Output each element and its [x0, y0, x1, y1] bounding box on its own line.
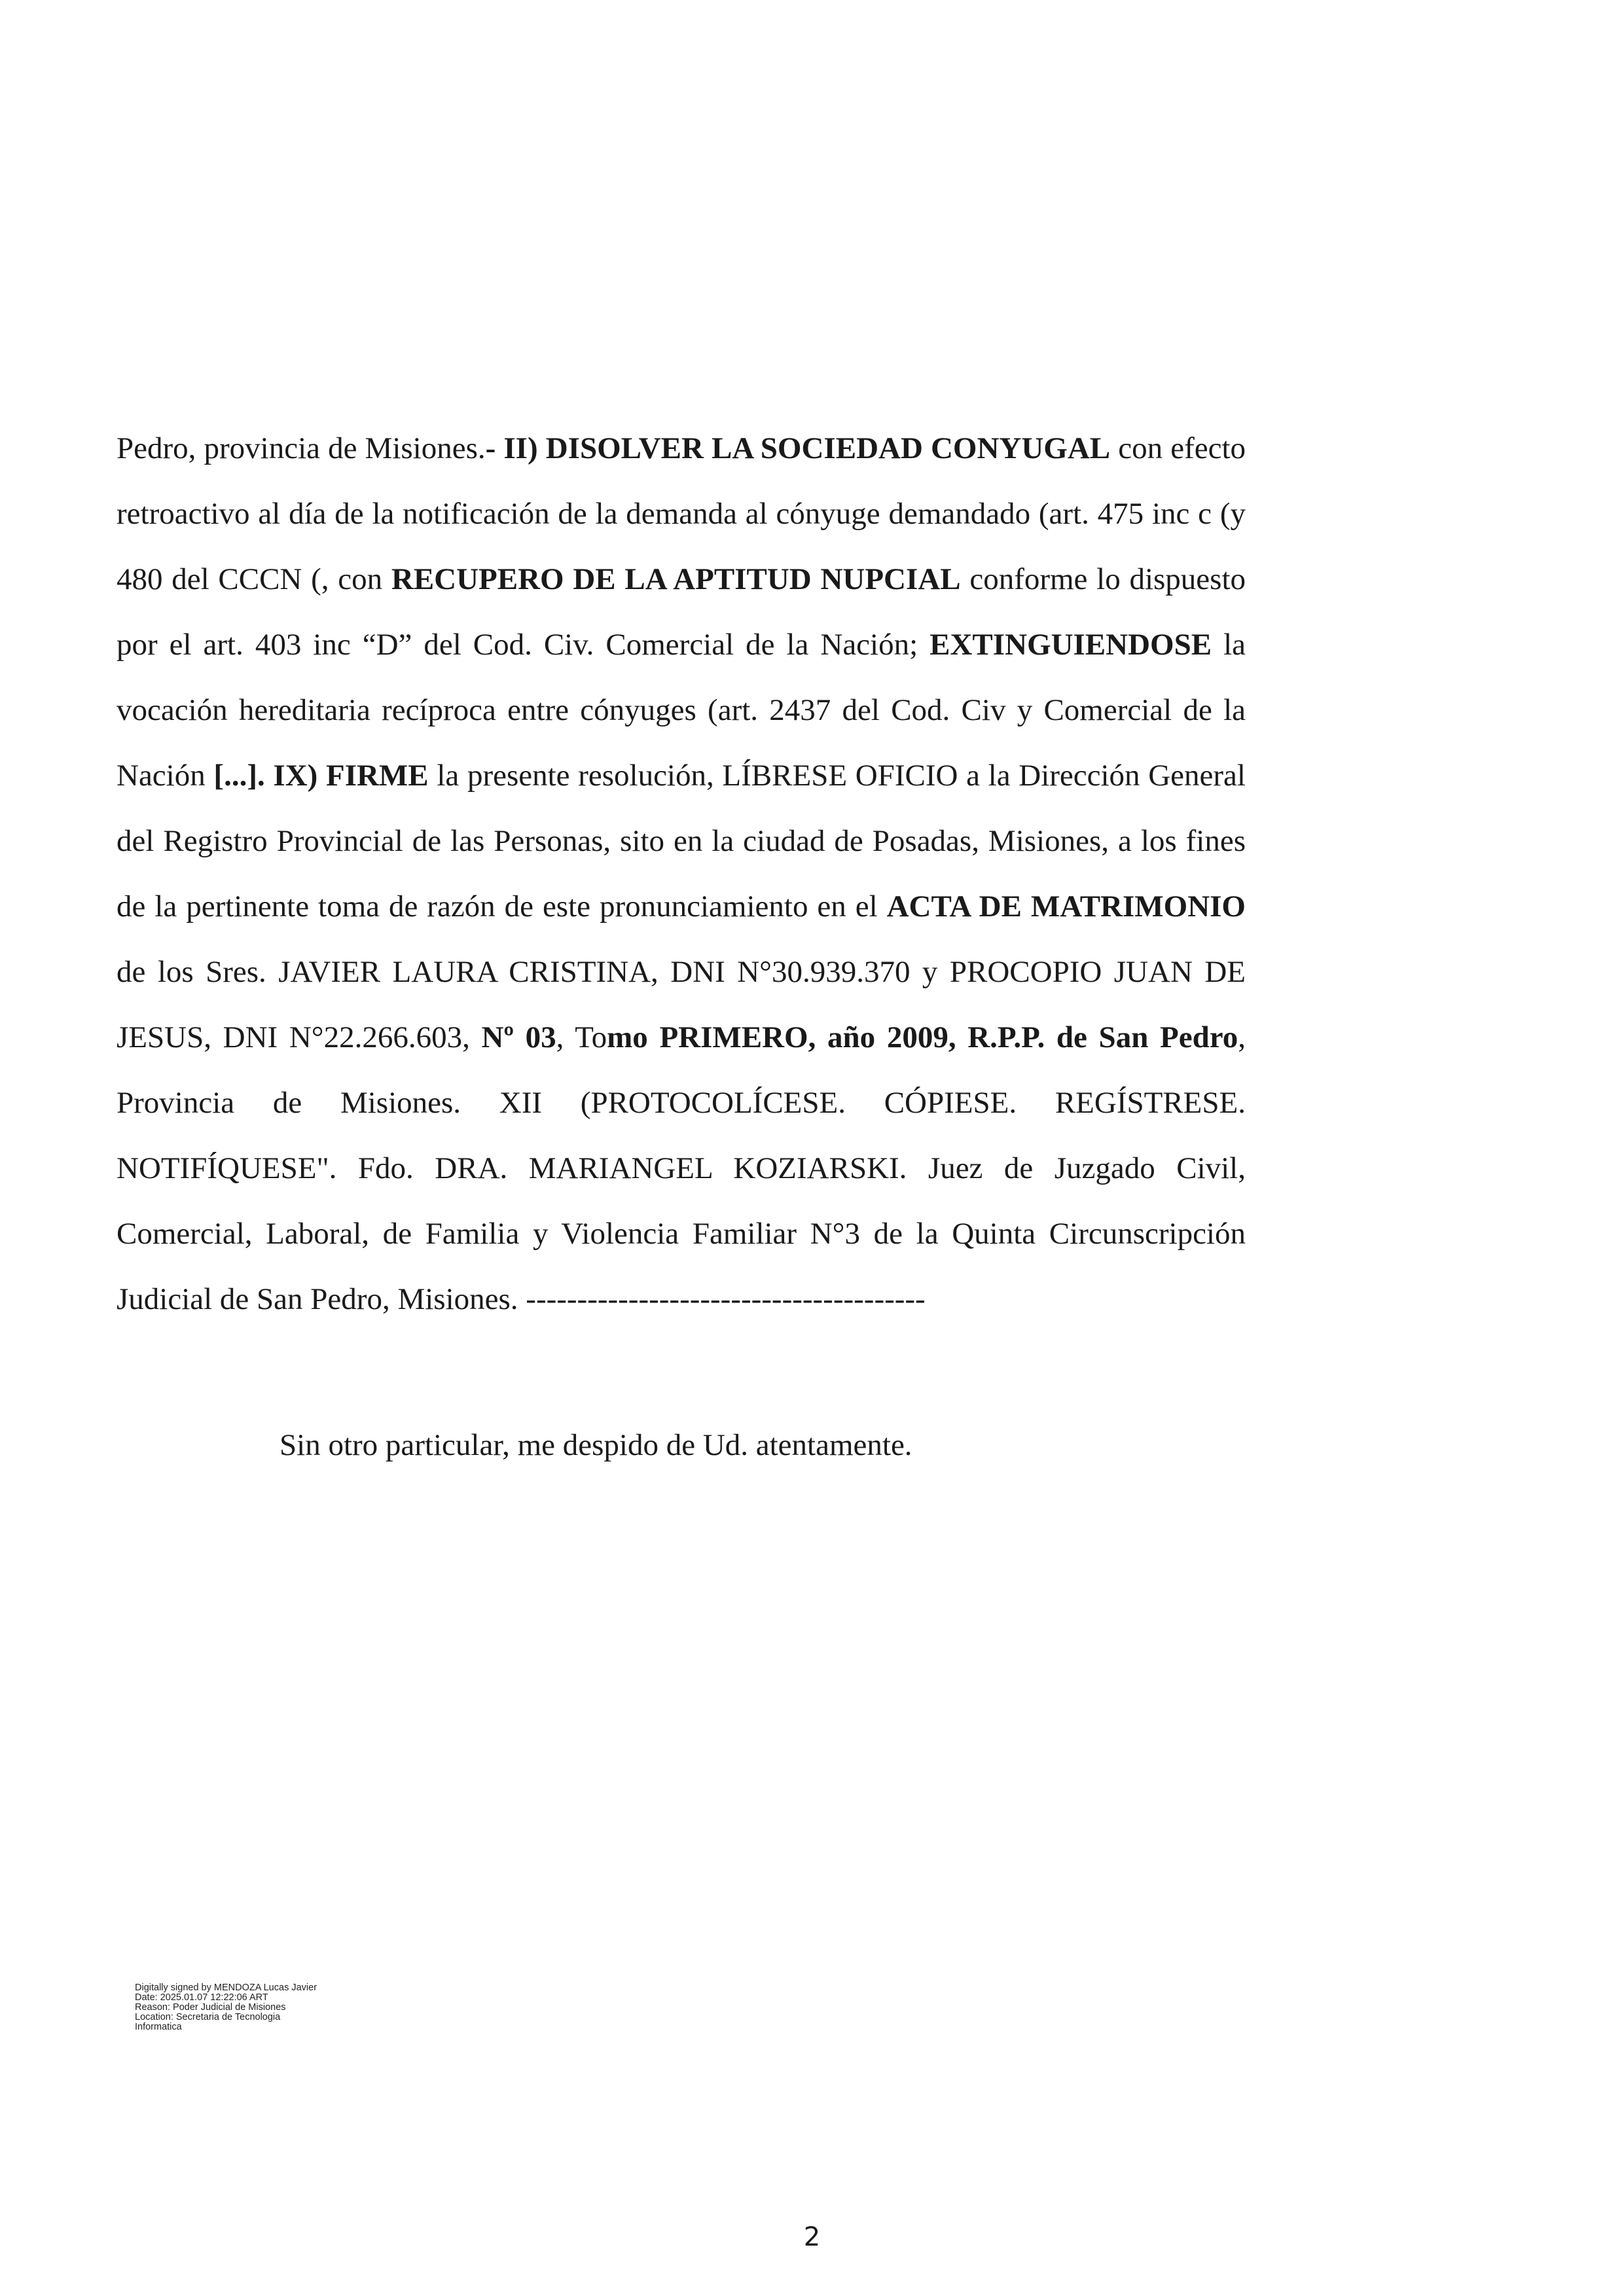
signature-line: Digitally signed by MENDOZA Lucas Javier — [135, 1982, 317, 1993]
text-run: PROTOCOLÍCESE. CÓPIESE. REGÍSTRESE. NOTIFÍQUESE". Fdo. DRA. MARIANGEL KOZIARSKI. Juez de Juzgado Civil, Comercial, Laboral, de Familia y Violencia Familiar N°3 de la Quinta Circunscripción Judicial de San Pedro, Misiones. --------------------------------------- — [117, 1086, 1246, 1316]
text-run: , con — [321, 562, 391, 596]
resolution-paragraph — [117, 416, 1246, 1332]
bold-text-run: RECUPERO DE LA APTITUD NUPCIAL — [391, 562, 961, 596]
bold-text-run: - II) DISOLVER LA SOCIEDAD CONYUGAL — [485, 431, 1111, 465]
digital-signature-block — [135, 1983, 370, 2032]
text-run: con efecto retroactivo al día de la notificación de la demanda al cónyuge demandado (art. 475 inc c — [117, 431, 1246, 531]
signature-line: Date: 2025.01.07 12:22:06 ART — [135, 1992, 268, 2003]
text-run: Pedro, provincia de Misiones. — [117, 431, 486, 465]
bold-text-run: EXTINGUIENDOSE — [929, 628, 1212, 662]
text-run: la vocación hereditaria recíproca entre cónyuges (art. 2437 del Cod. Civ y Comercial de la Nación — [117, 628, 1246, 793]
bold-text-run: ACTA DE MATRIMONIO — [886, 889, 1246, 924]
bold-text-run: mo PRIMERO, año 2009, R.P.P. de San Pedro — [607, 1020, 1238, 1054]
signature-line: Informatica — [135, 2022, 182, 2032]
text-run: , Provincia de Misiones. XII — [117, 1020, 1246, 1120]
text-run: de los Sres. JAVIER LAURA CRISTINA, DNI N°30.939.370 y PROCOPIO JUAN DE JESUS, DNI N°22.266.603, — [117, 955, 1246, 1054]
signature-line: Location: Secretaria de Tecnologia — [135, 2012, 281, 2022]
bold-text-run: Nº 03 — [481, 1020, 556, 1054]
text-run: ( — [311, 562, 321, 596]
page-number: 2 — [803, 2222, 821, 2252]
text-run: la presente resolución, LÍBRESE OFICIO a la Dirección General del Registro Provincial de las Personas, sito en la ciudad de Posadas, Misiones, a los fines de la pertinente toma de razón de este pronunciamiento en el — [117, 759, 1246, 924]
text-run: conforme lo dispuesto por el art. 403 inc “D” del Cod. Civ. Comercial de la Nación; — [117, 562, 1246, 662]
bold-text-run: [...]. IX) FIRME — [213, 759, 429, 793]
signature-line: Reason: Poder Judicial de Misiones — [135, 2002, 286, 2013]
text-run: ( — [1219, 497, 1231, 531]
text-run: y 480 del CCCN — [117, 497, 1246, 596]
text-run: , To — [556, 1020, 607, 1054]
text-run: ( — [580, 1086, 591, 1120]
closing-line: Sin otro particular, me despido de Ud. atentamente. — [280, 1428, 912, 1462]
